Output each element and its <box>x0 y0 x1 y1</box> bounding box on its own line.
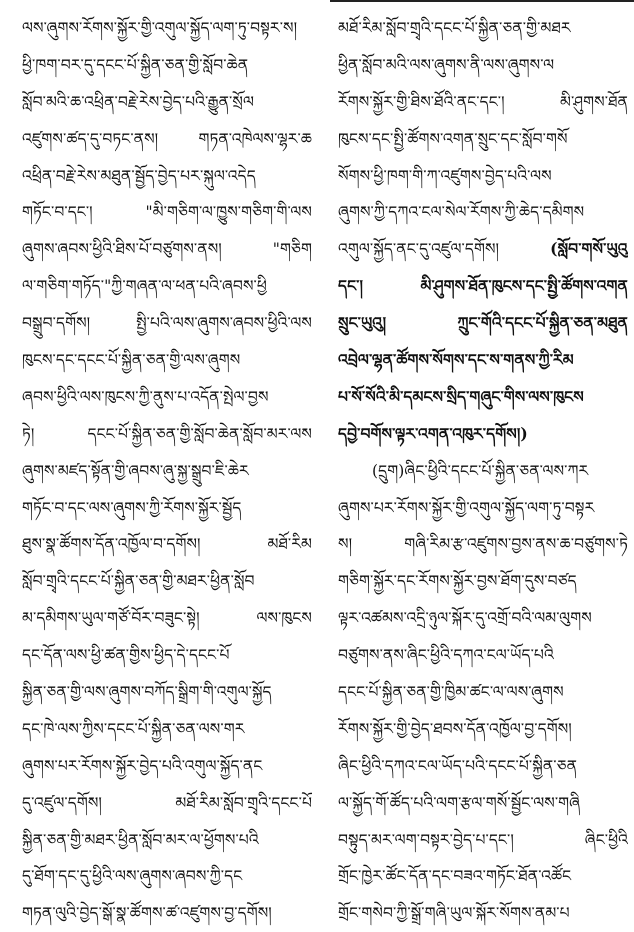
top-rule <box>330 0 634 2</box>
text-line: སྐྱིན་ཅན་གྱི་ལས་ཞུགས་བཀོད་སྒྲིག་གི་འགུལ་སྐྱོད <box>22 683 272 702</box>
text-line: ཞུགས་ཀྱི་དཀའ་ངལ་སེལ་རོགས་ཀྱི་ཆེད་དམིགས <box>338 203 585 222</box>
text-line: ལྟར་འཚམས་འདྲི་ཉུལ་སྐོར་དུ་འགྲོ་བའི་ལམ་ལུགས <box>338 609 592 628</box>
text-line: ལས་ཞུགས་རོགས་སྐྱོར་གྱི་འགུལ་སྐྱོད་ལག་ཏུ་བསྟར་ས། <box>22 19 298 37</box>
text-line: གྲོང་ཁྱེར་ཚོང་དོན་དང་བཟའ་གཏོང་ཐོན་འཚོང <box>338 867 572 886</box>
text-line: ཞུགས་ཞབས་ཕྱིའི་ཐིས་པོ་བཙུགས་ནས། "གཅིག <box>22 240 312 259</box>
text-line: འབྲེལ་ལྷན་ཚོགས་སོགས་དང་ས་གནས་ཀྱི་རིམ <box>338 350 574 370</box>
text-line: མཐོ་རིམ་སློབ་གྲྭའི་དངང་པོ་སྐྱིན་ཅན་གྱི་མཐར <box>338 19 571 37</box>
text-line: ཞབས་ཕྱིའི་ལས་ཁུངས་ཀྱི་ནུས་པ་འདོན་སྤེལ་བྱས <box>22 387 269 406</box>
text-line: སློབ་མའི་ཆ་འཕྲིན་བརྗེ་རེས་བྱེད་པའི་རྒྱུན་སྲོལ <box>22 92 254 111</box>
text-line: བཙུགས་ནས་ཞིང་ཕྱིའི་དཀའ་ངལ་ཡོད་པའི <box>338 646 554 665</box>
text-line: ཁུངས་དང་སྤྱི་ཚོགས་འགན་སྲུང་དང་སློབ་གསོ <box>338 129 568 148</box>
text-line: ཁུངས་དང་དངང་པོ་སྐྱིན་ཅན་གྱི་ལས་ཞུགས <box>22 351 241 370</box>
text-line: དུ་འཛུལ་དགོས། མཐོ་རིམ་སློབ་གྲྭའི་དངང་པོ <box>22 793 312 812</box>
text-line: ཐུས་སྣ་ཚོགས་དོན་འཁྱོལ་བ་དགོས། མཐོ་རིམ <box>22 535 312 554</box>
text-line: (དྲུག)ཞིང་ཕྱིའི་དངང་པོ་སྐྱིན་ཅན་ལས་ཀར <box>372 461 589 480</box>
text-line: གཏོང་བ་དང་། "མི་གཅིག་ལ་ཁྱུས་གཅིག་གི་ལས <box>22 203 312 222</box>
text-line: ཕྱིན་སློབ་མའི་ལས་ཞུགས་ནི་ལས་ཞུགས་ལ <box>338 55 555 74</box>
text-line: བསྟུད་མར་ལག་བསྟར་བྱེད་པ་དང་། ཞིང་ཕྱིའི <box>338 830 628 849</box>
text-line: རོགས་སྐྱོར་གྱི་བྱེད་ཐབས་དོན་འཁྱོལ་བྱ་དགོས། <box>338 719 572 738</box>
text-line: དུ་ཐོག་དང་དུ་ཕྱིའི་ལས་ཞུགས་ཞབས་ཀྱི་དང <box>22 867 243 886</box>
text-line: དང་ཁེ་ལས་ཀྱིས་དངང་པོ་སྐྱིན་ཅན་ལས་གར <box>22 719 245 738</box>
text-line: རོགས་སྐྱོར་གྱི་ཐིས་ཐོའི་ནང་དང་། མི་ཤུགས་ཐོན <box>338 92 628 111</box>
text-line: སློབ་གྲྭའི་དངང་པོ་སྐྱིན་ཅན་གྱི་མཐར་ཕྱིན་སློབ <box>22 572 255 591</box>
text-line: ཏེ། དངང་པོ་སྐྱིན་ཅན་གྱི་སློབ་ཆེན་སློབ་མར་ལས <box>22 424 312 443</box>
text-line: གྲོང་གསེབ་ཀྱི་སྒྲོ་གཞི་ཡུལ་སྐོར་སོགས་ནམ་པ <box>338 904 570 923</box>
text-line: མ་དམིགས་ཡུལ་གཙོ་བོར་བཟུང་སྟེ། ལས་ཁུངས <box>22 609 312 628</box>
text-line: ཞུགས་པར་རོགས་སྐྱོར་གྱི་འགུལ་སྐྱོད་ལག་ཏུ་བསྟར <box>338 498 595 517</box>
text-line: སོགས་ཕྱི་ཁག་གི་ཀ་འཛུགས་བྱེད་པའི་ལས <box>338 166 552 185</box>
right-column <box>338 10 628 932</box>
text-line: སྐྱིན་ཅན་གྱི་མཐར་ཕྱིན་སློབ་མར་ལ་ཕྱོགས་པའི <box>22 830 259 849</box>
text-line: གཅིག་སྐྱོར་དང་རོགས་སྐྱོར་བྱས་ཐོག་དུས་བཙད <box>338 572 577 591</box>
text-line: འཕྲིན་བརྗེ་རེས་མཐུན་སྦྱོད་བྱེད་པར་སྐུལ་འདེད <box>22 166 256 185</box>
text-line: ཞུགས་པར་རོགས་སྐྱོར་བྱེད་པའི་འགུལ་སྐྱོད་ནང <box>22 756 263 775</box>
text-line: སྲུང་ཡུའུ། ཀྲུང་གོའི་དངང་པོ་སྐྱིན་ཅན་མཐུན <box>338 313 628 333</box>
text-line: དབྱེ་བགོས་ལྟར་འགན་འཁུར་དགོས།) <box>338 423 528 443</box>
left-column <box>22 10 312 932</box>
text-line: ཕྱི་ཁག་བར་དུ་དངང་པོ་སྐྱིན་ཅན་གྱི་སློབ་ཆེན <box>22 55 249 74</box>
text-line: འགུལ་སྐྱོད་ནང་དུ་འཛུལ་དགོས། (སློབ་གསོ་ཡུའུ <box>338 239 628 259</box>
text-line: ལ་སྐྱོད་གོ་ཚོད་པའི་ལག་རྩལ་གསོ་སྦྱོང་ལས་གཞི <box>338 793 581 812</box>
text-line: ལ་གཅིག་གཏོད་"ཀྱི་གཞན་ལ་ཕན་པའི་ཞབས་ཕྱི <box>22 277 267 296</box>
text-line: པ་སོ་སོའི་མི་དམངས་སྲིད་གཞུང་གིས་ལས་ཁུངས <box>338 386 584 406</box>
text-line: ཞུགས་མཛད་སྟོན་གྱི་ཞབས་ཞུ་སྐྱ་སྒྲུབ་ཇི་ཆེར <box>22 461 249 480</box>
text-line: བསྒྲུབ་དགོས། སྤྱི་པའི་ལས་ཞུགས་ཞབས་ཕྱིའི་ལས <box>22 314 312 333</box>
text-line: གཏན་ལུའི་བྱེད་སྒོ་སྣ་ཚོགས་ཚ་འཛུགས་བྱ་དགོས། <box>22 904 272 923</box>
text-line: དངང་པོ་སྐྱིན་ཅན་གྱི་ཁྱིམ་ཚང་ལ་ལས་ཞུགས <box>338 683 564 702</box>
text-line: ས། གཞི་རིམ་རྩ་འཛུགས་བྱས་ནས་ཆ་བཙུགས་ཏེ <box>338 535 628 554</box>
text-line: གཏོང་བ་དང་ལས་ཞུགས་ཀྱི་རོགས་སྐྱོར་སྦྱོད <box>22 498 242 517</box>
text-line: འཛུགས་ཚད་དུ་བཏང་ནས། གཏན་འཁེལས་ལྷར་ཆ <box>22 129 312 148</box>
text-line: ཞིང་ཕྱིའི་དཀའ་ངལ་ཡོད་པའི་དངང་པོ་སྐྱིན་ཅན <box>338 756 578 775</box>
text-line: དང་དོན་ལས་ཕྱི་ཚན་གྱིས་ཕྱིད་དེ་དངང་པོ <box>22 646 230 665</box>
text-line: དང་། མི་ཤུགས་ཐོན་ཁུངས་དང་སྤྱི་ཚོགས་འགན <box>338 276 628 296</box>
